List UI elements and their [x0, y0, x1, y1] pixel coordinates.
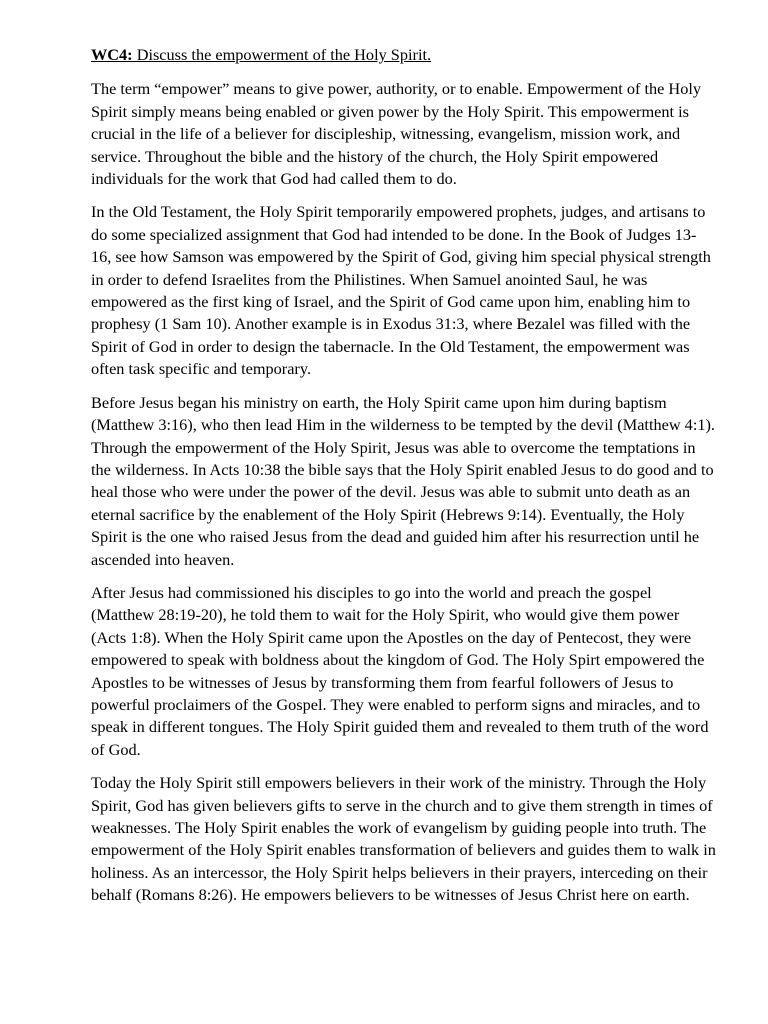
- paragraph-today: Today the Holy Spirit still empowers believers in their work of the ministry. Through the Holy Spirit, God has given believers gifts to serve in the church and to give them strength in times of weaknesses. The Holy Spirit enables the work of evangelism by guiding people into truth. The empowerment of the Holy Spirit enables transformation of believers and guides them to walk in holiness. As an intercessor, the Holy Spirit helps believers in their prayers, interceding on their behalf (Romans 8:26). He empowers believers to be witnesses of Jesus Christ here on earth.: [91, 773, 716, 905]
- paragraph-intro: The term “empower” means to give power, authority, or to enable. Empowerment of the Holy Spirit simply means being enabled or given power by the Holy Spirit. This empowerment is crucial in the life of a believer for discipleship, witnessing, evangelism, mission work, and service. Throughout the bible and the history of the church, the Holy Spirit empowered individuals for the work that God had called them to do.: [91, 79, 701, 189]
- heading-title: Discuss the empowerment of the Holy Spirit.: [136, 45, 432, 64]
- paragraph-jesus-ministry: Before Jesus began his ministry on earth, the Holy Spirit came upon him during baptism (Matthew 3:16), who then lead Him in the wilderness to be tempted by the devil (Matthew 4:1). Through the empowerment of the Holy Spirit, Jesus was able to overcome the temptations in the wilderness. In Acts 10:38 the bible says that the Holy Spirit enabled Jesus to do good and to heal those who were under the power of the devil. Jesus was able to submit unto death as an eternal sacrifice by the enablement of the Holy Spirit (Hebrews 9:14). Eventually, the Holy Spirit is the one who raised Jesus from the dead and guided him after his resurrection until he ascended into heaven.: [91, 392, 715, 569]
- document-heading: [91, 44, 716, 66]
- heading-label: WC4:: [91, 45, 133, 64]
- paragraph-old-testament: In the Old Testament, the Holy Spirit temporarily empowered prophets, judges, and artisans to do some specialized assignment that God had intended to be done. In the Book of Judges 13-16, see how Samson was empowered by the Spirit of God, giving him special physical strength in order to defend Israelites from the Philistines. When Samuel anointed Saul, he was empowered as the first king of Israel, and the Spirit of God came upon him, enabling him to prophesy (1 Sam 10). Another example is in Exodus 31:3, where Bezalel was filled with the Spirit of God in order to design the tabernacle. In the Old Testament, the empowerment was often task specific and temporary.: [91, 202, 711, 379]
- paragraph-apostles: After Jesus had commissioned his disciples to go into the world and preach the gospel (Matthew 28:19-20), he told them to wait for the Holy Spirit, who would give them power (Acts 1:8). When the Holy Spirit came upon the Apostles on the day of Pentecost, they were empowered to speak with boldness about the kingdom of God. The Holy Spirt empowered the Apostles to be witnesses of Jesus by transforming them from fearful followers of Jesus to powerful proclaimers of the Gospel. They were enabled to perform signs and miracles, and to speak in different tongues. The Holy Spirit guided them and revealed to them truth of the word of God.: [91, 582, 709, 759]
- document-page: [91, 44, 716, 918]
